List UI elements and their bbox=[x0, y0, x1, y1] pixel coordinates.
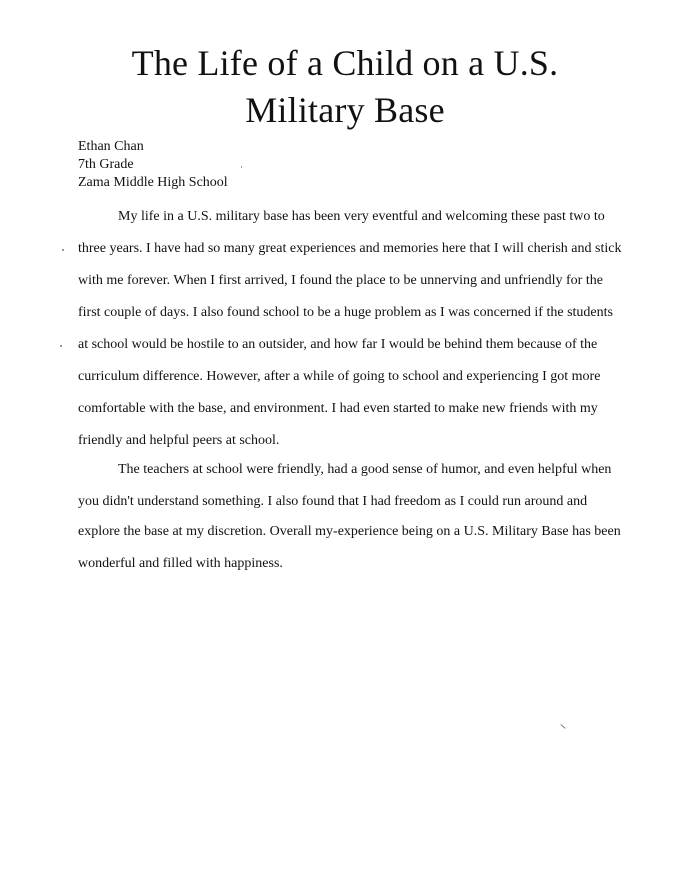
author-school: Zama Middle High School bbox=[78, 175, 228, 190]
paragraph-2-line-3: explore the base at my discretion. Overall my-experience being on a U.S. Military Base has been bbox=[78, 524, 621, 539]
essay-title bbox=[0, 40, 690, 134]
author-info bbox=[78, 138, 228, 192]
paragraph-2-line-1: The teachers at school were friendly, had a good sense of humor, and even helpful when bbox=[118, 462, 612, 477]
paragraph-1-line-2: three years. I have had so many great experiences and memories here that I will cherish and stick bbox=[78, 241, 622, 256]
paragraph-1-line-7: comfortable with the base, and environment. I had even started to make new friends with my bbox=[78, 401, 598, 416]
paragraph-2-line-2: you didn't understand something. I also found that I had freedom as I could run around and bbox=[78, 494, 588, 509]
paragraph-2-line-4: wonderful and filled with happiness. bbox=[78, 556, 283, 571]
paragraph-1-line-6: curriculum difference. However, after a while of going to school and experiencing I got more bbox=[78, 369, 601, 384]
author-name: Ethan Chan bbox=[78, 139, 144, 154]
scan-mark bbox=[560, 724, 565, 729]
paragraph-1-line-8: friendly and helpful peers at school. bbox=[78, 433, 280, 448]
title-line-1: The Life of a Child on a U.S. bbox=[131, 43, 559, 83]
paragraph-1-line-5: at school would be hostile to an outsider, and how far I would be behind them because of the bbox=[78, 337, 598, 352]
author-grade: 7th Grade bbox=[78, 157, 134, 172]
paragraph-1-line-3: with me forever. When I first arrived, I found the place to be unnerving and unfriendly for the bbox=[78, 273, 603, 288]
title-line-2: Military Base bbox=[245, 90, 445, 130]
paragraph-1-line-1: My life in a U.S. military base has been very eventful and welcoming these past two to bbox=[118, 209, 605, 224]
scan-speck bbox=[241, 166, 242, 168]
scan-speck bbox=[62, 249, 64, 251]
scan-speck bbox=[60, 345, 62, 347]
paragraph-1-line-4: first couple of days. I also found school to be a huge problem as I was concerned if the students bbox=[78, 305, 613, 320]
